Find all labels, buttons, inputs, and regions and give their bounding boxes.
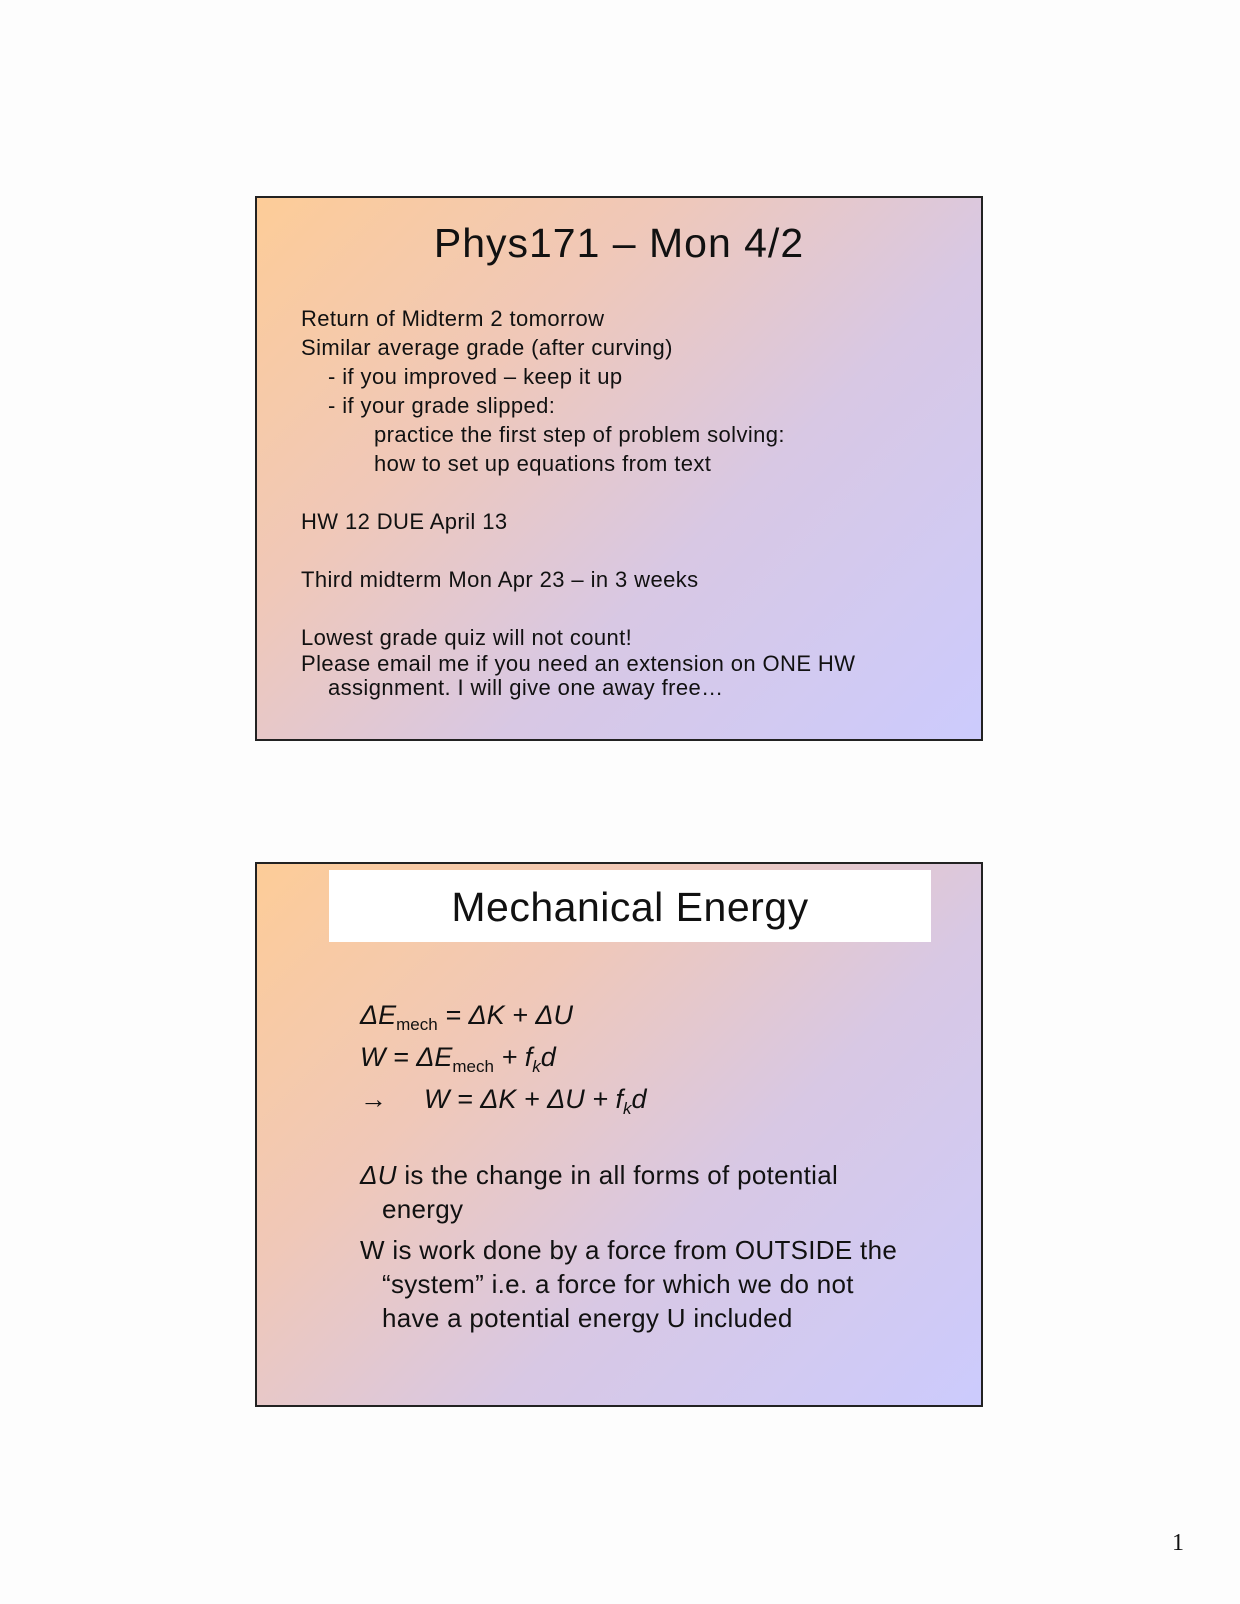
equation-text: W = ΔE [360,1042,453,1072]
definitions [360,1158,941,1342]
definition-line: have a potential energy U included [382,1303,793,1333]
announcement-subline: assignment. I will give one away free… [328,675,724,700]
definition-work [360,1233,941,1335]
slide-title: Phys171 – Mon 4/2 [433,220,805,266]
announcement-subline: - if you improved – keep it up [328,364,623,389]
equation-subscript: mech [396,1015,438,1034]
definition-text: is the change in all forms of potential [396,1160,839,1190]
equation-combined [360,1078,647,1120]
definition-line: W is work done by a force from OUTSIDE the [360,1235,898,1265]
announcement-line: Please email me if you need an extension on ONE HW [301,651,856,676]
announcement-line: Similar average grade (after curving) [301,335,673,360]
symbol-delta-u: ΔU [360,1160,397,1190]
announcement-line: Return of Midterm 2 tomorrow [301,306,605,331]
equation-text: = ΔK + ΔU [437,1000,573,1030]
announcement-line: HW 12 DUE April 13 [301,509,508,534]
equation-text: ΔE [360,1000,397,1030]
announcement-line: Third midterm Mon Apr 23 – in 3 weeks [301,567,699,592]
equation-subscript: mech [452,1057,494,1076]
announcement-line: Lowest grade quiz will not count! [301,625,633,650]
arrow-icon: → [360,1084,387,1114]
definition-line: energy [382,1194,464,1224]
definition-line: “system” i.e. a force for which we do not [382,1269,854,1299]
announcement-subline: how to set up equations from text [374,451,712,476]
equation-energy-change [360,994,647,1036]
announcement-subline: - if your grade slipped: [328,393,556,418]
page-number: 1 [1172,1530,1184,1556]
slide-mechanical-energy [255,862,983,1407]
equation-text: d [631,1084,647,1114]
slide-announcements [255,196,983,741]
equation-work-energy [360,1036,647,1078]
definition-delta-u [360,1158,941,1226]
definition-line [360,1158,941,1192]
announcement-subline: practice the first step of problem solving: [374,422,785,447]
equation-text: W = ΔK + ΔU + f [424,1084,624,1114]
equation-subscript: k [623,1099,632,1118]
equation-text: + f [493,1042,533,1072]
equation-block [360,994,647,1120]
equation-subscript: k [532,1057,541,1076]
slide-title: Mechanical Energy [329,870,931,942]
announcement-list [301,304,951,700]
equation-text: d [540,1042,556,1072]
